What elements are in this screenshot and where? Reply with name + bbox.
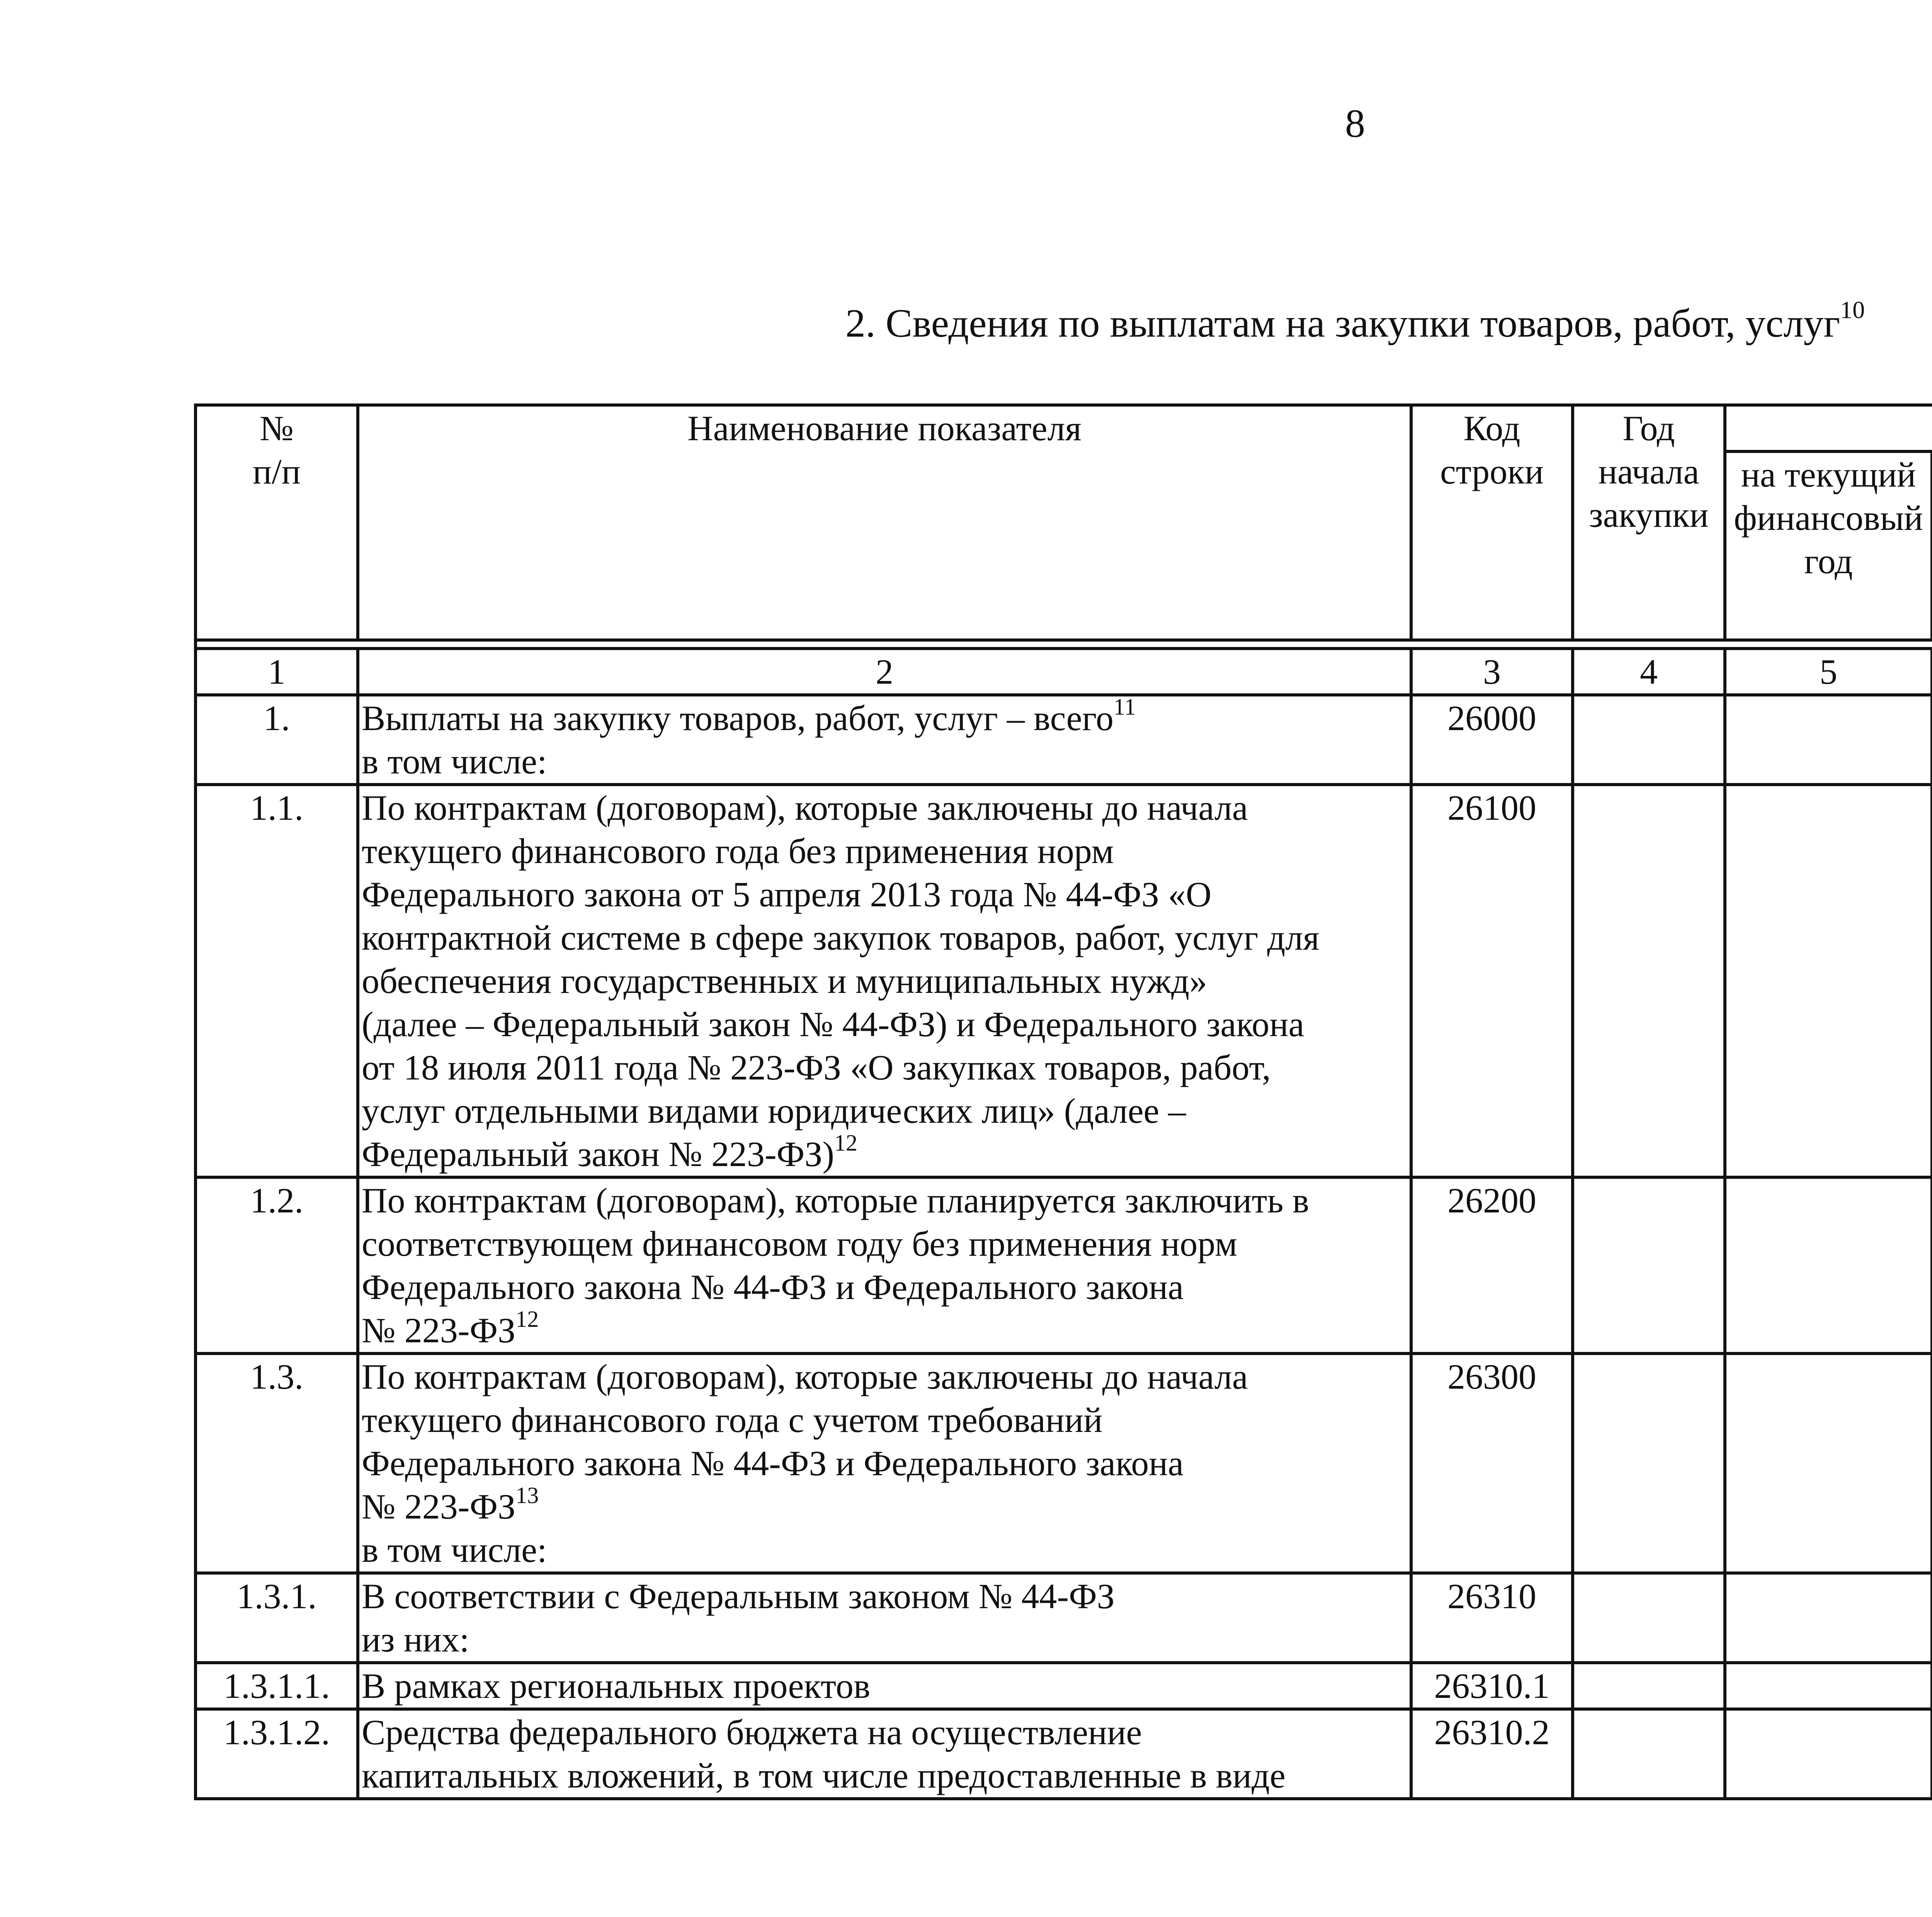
footnote-ref: 12 [515,1306,539,1332]
row-name-text: контрактной системе в сфере закупок товаров, работ, услуг для [362,918,1320,957]
header-code-cell [1411,405,1573,640]
column-number: 2 [358,649,1411,695]
section-title [0,296,1932,346]
row-value-cell [1725,785,1932,1177]
column-numbers-row [196,649,1932,695]
row-code-cell [1411,695,1573,785]
row-code: 26100 [1447,788,1536,827]
row-number: 1.3.1.1. [223,1666,330,1706]
row-code: 26200 [1447,1181,1536,1220]
row-name-line [362,1265,1410,1309]
row-name-line [362,1179,1410,1222]
row-name-line [362,1306,1410,1352]
row-name-text: Средства федерального бюджета на осуществление [362,1713,1142,1752]
row-code-cell [1411,1663,1573,1709]
table-row [196,785,1932,1177]
row-name-cell [358,1709,1411,1799]
row-name-line [362,1664,1410,1708]
row-name-text: № 223-ФЗ [362,1487,516,1526]
row-name-text: Федерального закона от 5 апреля 2013 года № 44-ФЗ «О [362,875,1212,914]
row-code-cell [1411,1353,1573,1573]
row-name-line [362,1711,1410,1754]
row-value-cell [1725,1663,1932,1709]
row-value-cell [1725,1353,1932,1573]
header-year-cell [1573,405,1725,640]
row-name-line [362,1222,1410,1265]
column-number: 1 [196,649,358,695]
row-name-text: в том числе: [362,1530,547,1570]
row-name-line [362,829,1410,873]
header-current-line3: год [1804,541,1853,581]
row-code: 26300 [1447,1357,1536,1396]
row-name-text: В соответствии с Федеральным законом № 44-ФЗ [362,1577,1115,1616]
row-name-text: В рамках региональных проектов [362,1666,871,1706]
data-rows [196,695,1932,1799]
row-value-cell [1573,1663,1725,1709]
header-current-year-cell [1725,451,1932,640]
row-name-line [362,1132,1410,1176]
row-number-cell [196,1663,358,1709]
table-row [196,1177,1932,1353]
row-number: 1.3.1.2. [223,1713,330,1752]
row-value-cell [1725,1573,1932,1663]
row-code-cell [1411,785,1573,1177]
column-number: 5 [1725,649,1932,695]
row-name-cell [358,1353,1411,1573]
header-num-line1: № [260,409,294,448]
row-name-text: Федеральный закон № 223-ФЗ) [362,1134,834,1174]
row-name-line [362,873,1410,916]
row-name-cell [358,785,1411,1177]
header-year-line2: начала [1598,452,1699,491]
row-number: 1.3. [250,1357,303,1396]
row-value-cell [1573,1573,1725,1663]
header-name: Наименование показателя [687,409,1082,448]
row-name-text: Федерального закона № 44-ФЗ и Федерального закона [362,1267,1184,1307]
row-name-text: из них: [362,1620,469,1659]
row-name-line [362,1355,1410,1398]
header-year-line3: закупки [1589,495,1709,535]
row-code: 26310.1 [1434,1666,1550,1706]
header-code-line1: Код [1463,409,1520,448]
row-value-cell [1725,1177,1932,1353]
row-name-text: По контрактам (договорам), которые заключены до начала [362,1357,1248,1396]
header-name-cell [358,405,1411,640]
row-name-line [362,1618,1410,1661]
row-name-cell [358,1177,1411,1353]
row-code: 26310.2 [1434,1713,1550,1752]
row-name-line [362,1575,1410,1618]
row-name-line [362,1003,1410,1046]
row-name-text: в том числе: [362,742,547,781]
row-value-cell [1573,1709,1725,1799]
row-name-cell [358,1663,1411,1709]
row-name-line [362,1442,1410,1485]
row-code-cell [1411,1177,1573,1353]
section-title-text: 2. Сведения по выплатам на закупки товаров, работ, услуг [845,301,1840,346]
row-name-text: Федерального закона № 44-ФЗ и Федерального закона [362,1444,1184,1483]
row-number-cell [196,695,358,785]
row-name-text: текущего финансового года без применения норм [362,831,1114,871]
row-name-text: Выплаты на закупку товаров, работ, услуг – всего [362,698,1114,738]
header-separator [196,640,1932,649]
row-name-text: обеспечения государственных и муниципальных нужд» [362,961,1208,1001]
row-name-line [362,740,1410,783]
table-row [196,1353,1932,1573]
row-name-cell [358,695,1411,785]
table-row [196,695,1932,785]
header-num-cell [196,405,358,640]
footnote-ref: 13 [515,1483,539,1508]
row-number-cell [196,785,358,1177]
row-name-line [362,786,1410,829]
table-row [196,1663,1932,1709]
row-name-line [362,696,1410,740]
row-number-cell [196,1709,358,1799]
row-value-cell [1573,695,1725,785]
row-name-cell [358,1573,1411,1663]
row-code: 26310 [1447,1577,1536,1616]
row-name-text: По контрактам (договорам), которые заключены до начала [362,788,1248,827]
row-name-text: По контрактам (договорам), которые планируется заключить в [362,1181,1310,1220]
header-separator-cell [196,640,1932,649]
row-code-cell [1411,1573,1573,1663]
row-name-text: капитальных вложений, в том числе предоставленные в виде [362,1756,1286,1795]
row-name-text: (далее – Федеральный закон № 44-ФЗ) и Федерального закона [362,1004,1304,1044]
header-current-line1: на текущий [1741,455,1916,494]
header-year-line1: Год [1622,409,1675,448]
page-number: 8 [1345,101,1365,146]
row-code-cell [1411,1709,1573,1799]
header-sum [1726,407,1932,450]
footnote-ref: 12 [834,1130,857,1156]
column-number: 3 [1411,649,1573,695]
row-code: 26000 [1447,698,1536,738]
row-name-text: соответствующем финансовом году без применения норм [362,1224,1238,1263]
payments-table [194,403,1932,1800]
row-name-line [362,959,1410,1003]
header-row-1 [196,405,1932,451]
row-value-cell [1725,695,1932,785]
title-footnote-ref: 10 [1840,296,1865,323]
row-value-cell [1573,1353,1725,1573]
row-number-cell [196,1573,358,1663]
table-row [196,1573,1932,1663]
row-name-line [362,1089,1410,1132]
row-value-cell [1573,785,1725,1177]
footnote-ref: 11 [1113,695,1136,720]
row-name-text: услуг отдельными видами юридических лиц» (далее – [362,1091,1186,1130]
row-number: 1.3.1. [236,1577,317,1616]
row-number: 1.2. [250,1181,303,1220]
row-number: 1. [263,698,290,738]
row-name-line [362,1754,1410,1797]
header-code-line2: строки [1440,452,1544,491]
table-row [196,1709,1932,1799]
row-number-cell [196,1353,358,1573]
row-value-cell [1573,1177,1725,1353]
row-name-line [362,1485,1410,1528]
row-number: 1.1. [250,788,303,827]
row-number-cell [196,1177,358,1353]
header-sum-cell [1725,405,1932,451]
header-num-line2: п/п [252,452,301,491]
row-name-line [362,1046,1410,1089]
row-name-text: текущего финансового года с учетом требований [362,1400,1103,1440]
row-value-cell [1725,1709,1932,1799]
row-name-text: от 18 июля 2011 года № 223-ФЗ «О закупках товаров, работ, [362,1048,1271,1087]
row-name-text: № 223-ФЗ [362,1311,516,1350]
column-number: 4 [1573,649,1725,695]
row-name-line [362,1398,1410,1442]
row-name-line [362,916,1410,959]
header-current-line2: финансовый [1734,498,1923,538]
row-name-line [362,1528,1410,1571]
